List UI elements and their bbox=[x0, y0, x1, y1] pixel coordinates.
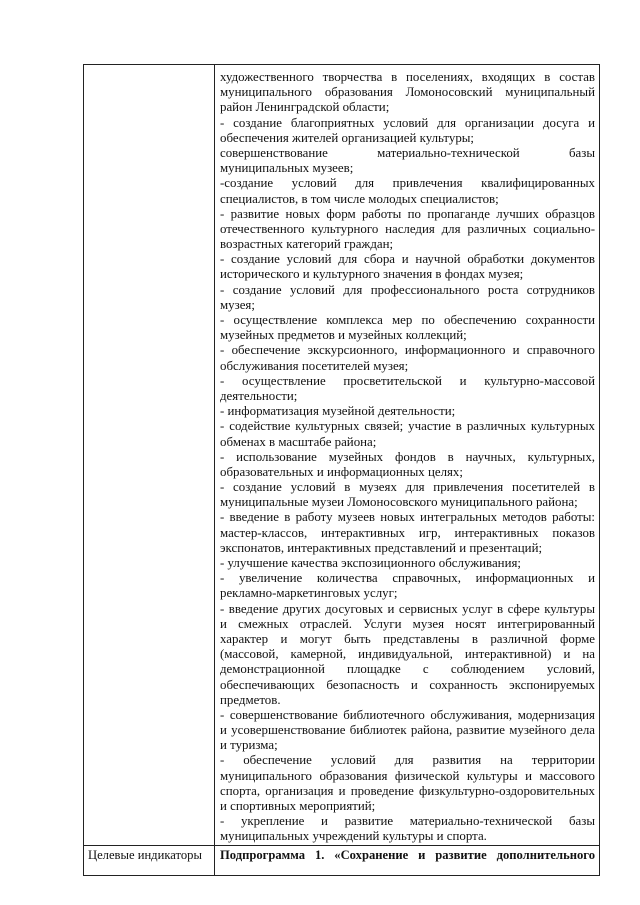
goals-text bbox=[215, 65, 599, 845]
text-line: и спортивных мероприятий; bbox=[220, 799, 376, 813]
text-line: - информатизация музейной деятельности; bbox=[220, 404, 456, 419]
text-line: муниципальных учреждений культуры и спорта. bbox=[220, 829, 487, 844]
text-line: - осуществление просветительской и культурно-массовой bbox=[220, 373, 595, 388]
text-line: -создание условий для привлечения квалифицированных bbox=[220, 176, 595, 191]
text-line: демонстрационной площадке с соблюдением условий, bbox=[220, 662, 595, 677]
text-line: - обеспечение экскурсионного, информационного и справочного bbox=[220, 343, 595, 358]
text-line: отечественного культурного наследия для различных социально- bbox=[220, 221, 595, 236]
target-indicators-row bbox=[84, 845, 600, 875]
text-line: музейных предметов и музейных коллекций; bbox=[220, 328, 467, 343]
text-line: специалистов, в том числе молодых специалистов; bbox=[220, 191, 499, 206]
text-line: - создание условий для сбора и научной обработки документов bbox=[220, 252, 595, 267]
text-line: муниципального образования Ломоносовский муниципальный bbox=[220, 85, 595, 100]
goals-row bbox=[84, 65, 600, 846]
text-line: - содействие культурных связей; участие в различных культурных bbox=[220, 419, 595, 434]
goals-text-cell bbox=[215, 65, 600, 846]
text-line: - создание условий для профессионального роста сотрудников bbox=[220, 282, 595, 297]
text-line: художественного творчества в поселениях, входящих в состав bbox=[220, 70, 595, 84]
text-line: обменах в масштабе района; bbox=[220, 434, 377, 449]
text-line: предметов. bbox=[220, 692, 281, 707]
text-line: мастер-классов, интерактивных игр, интерактивных показов bbox=[220, 525, 595, 540]
text-line: характер и могут быть представлены в различной форме bbox=[220, 631, 595, 646]
text-line: - осуществление комплекса мер по обеспечению сохранности bbox=[220, 313, 595, 327]
text-line: деятельности; bbox=[220, 388, 298, 403]
text-line: район Ленинградской области; bbox=[220, 100, 390, 115]
text-line: рекламно-маркетинговых услуг; bbox=[220, 586, 398, 601]
text-line: обеспечивающих безопасность и сохранность экспонируемых bbox=[220, 677, 595, 692]
text-line: образовательных и информационных целях; bbox=[220, 464, 463, 479]
text-line: и усовершенствование библиотек района, развитие музейного дела bbox=[220, 723, 595, 738]
text-line: музея; bbox=[220, 297, 255, 312]
text-line: - развитие новых форм работы по пропаганде лучших образцов bbox=[220, 206, 595, 221]
text-line: (массовой, камерной, индивидуальной, интерактивной) и на bbox=[220, 647, 595, 662]
text-line: обеспечения жителей организацией культуры; bbox=[220, 130, 475, 145]
text-line: муниципального образования физической культуры и массового bbox=[220, 768, 595, 783]
text-line: - создание условий в музеях для привлечения посетителей в bbox=[220, 480, 595, 495]
text-line: - использование музейных фондов в научных, культурных, bbox=[220, 449, 595, 464]
text-line: - совершенствование библиотечного обслуживания, модернизация bbox=[220, 707, 595, 722]
text-line: - улучшение качества экспозиционного обслуживания; bbox=[220, 556, 521, 570]
target-indicators-label: Целевые индикаторы bbox=[84, 845, 215, 875]
document-table bbox=[83, 64, 600, 876]
text-line: обслуживания посетителей музея; bbox=[220, 358, 409, 373]
text-line: - введение других досуговых и сервисных услуг в сфере культуры bbox=[220, 601, 595, 616]
text-line: муниципальных музеев; bbox=[220, 161, 354, 176]
text-line: спорта, организация и проведение физкультурно-оздоровительных bbox=[220, 783, 595, 798]
text-line: - укрепление и развитие материально-технической базы bbox=[220, 814, 595, 829]
subprogram-heading: Подпрограмма 1. «Сохранение и развитие дополнительного bbox=[215, 845, 600, 875]
text-line: и туризма; bbox=[220, 738, 278, 753]
text-line: совершенствование материально-технической базы bbox=[220, 145, 595, 160]
text-line: - создание благоприятных условий для организации досуга и bbox=[220, 115, 595, 130]
text-line: возрастных категорий граждан; bbox=[220, 237, 394, 252]
text-line: - обеспечение условий для развития на территории bbox=[220, 753, 595, 768]
text-line: - введение в работу музеев новых интегральных методов работы: bbox=[220, 510, 595, 525]
text-line: экспонатов, интерактивных представлений и презентаций; bbox=[220, 540, 543, 555]
text-line: - увеличение количества справочных, информационных и bbox=[220, 571, 595, 586]
text-line: муниципальные музеи Ломоносовского муниципального района; bbox=[220, 495, 578, 510]
row-label-empty-cell bbox=[84, 65, 215, 846]
text-line: и смежных отраслей. Услуги музея носят интегрированный bbox=[220, 616, 595, 631]
text-line: исторического и культурного значения в фондах музея; bbox=[220, 267, 524, 282]
